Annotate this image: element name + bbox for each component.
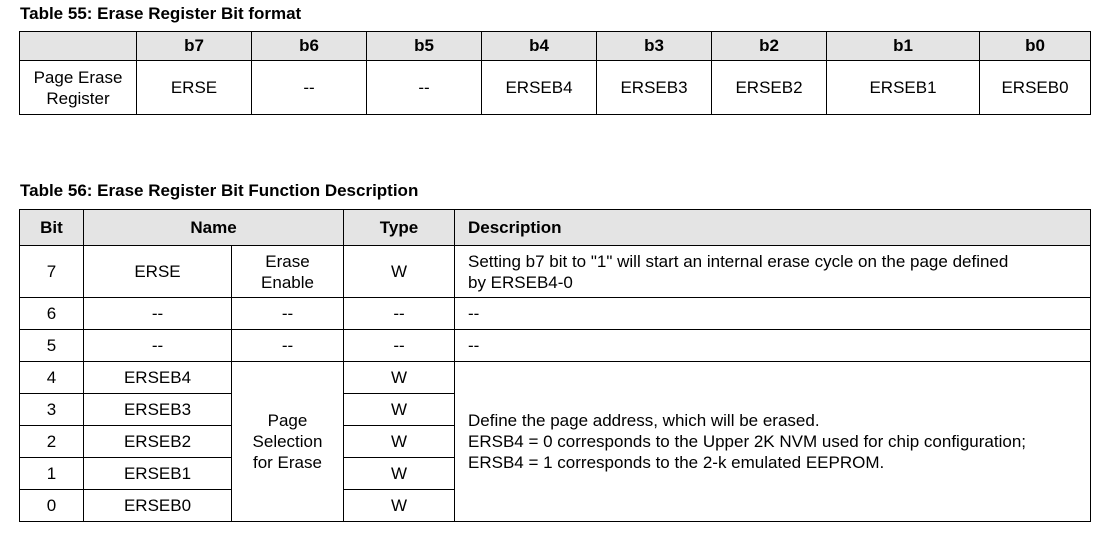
name-cell: ERSEB0 [84, 490, 232, 522]
header-b7: b7 [137, 32, 252, 61]
table-row [20, 330, 1091, 362]
cell-b6: -- [252, 61, 367, 115]
type-cell: W [344, 362, 455, 394]
bit-cell: 7 [20, 246, 84, 298]
bit-cell: 0 [20, 490, 84, 522]
header-b6: b6 [252, 32, 367, 61]
header-b1: b1 [827, 32, 980, 61]
corner-cell [20, 32, 137, 61]
cell-b2: ERSEB2 [712, 61, 827, 115]
table-row [20, 61, 1091, 115]
cell-b4: ERSEB4 [482, 61, 597, 115]
description-line: ERSB4 = 0 corresponds to the Upper 2K NVM used for chip configuration; [468, 432, 1026, 451]
table-56-caption: Table 56: Erase Register Bit Function Description [20, 181, 419, 200]
subname-line: Erase [265, 251, 310, 271]
description-cell: -- [455, 330, 1091, 362]
table-header-row [20, 32, 1091, 61]
name-cell: ERSEB2 [84, 426, 232, 458]
subname-line: Enable [261, 272, 314, 292]
name-cell: ERSE [84, 246, 232, 298]
type-cell: -- [344, 330, 455, 362]
cell-b7: ERSE [137, 61, 252, 115]
cell-b3: ERSEB3 [597, 61, 712, 115]
description-line: ERSB4 = 1 corresponds to the 2-k emulated EEPROM. [468, 453, 885, 472]
page-selection-description-cell [455, 362, 1091, 522]
type-cell: W [344, 490, 455, 522]
group-subname-line: Page [267, 411, 308, 430]
name-cell: ERSEB3 [84, 394, 232, 426]
table-row [20, 246, 1091, 298]
erase-register-bit-format-table [19, 31, 1091, 115]
header-b4: b4 [482, 32, 597, 61]
table-header-row [20, 210, 1091, 246]
row-label-page-erase-register [20, 61, 137, 115]
description-line: Setting b7 bit to "1" will start an internal erase cycle on the page defined [468, 251, 1009, 271]
table-55-caption: Table 55: Erase Register Bit format [20, 4, 302, 23]
bit-cell: 3 [20, 394, 84, 426]
bit-cell: 4 [20, 362, 84, 394]
name-cell: -- [84, 330, 232, 362]
type-cell: W [344, 458, 455, 490]
name-cell: ERSEB1 [84, 458, 232, 490]
header-b5: b5 [367, 32, 482, 61]
header-name: Name [84, 210, 344, 246]
header-bit: Bit [20, 210, 84, 246]
description-line: Define the page address, which will be erased. [468, 411, 820, 430]
bit-cell: 2 [20, 426, 84, 458]
header-description: Description [455, 210, 1091, 246]
page-selection-group-cell [232, 362, 344, 522]
header-b0: b0 [980, 32, 1091, 61]
description-line: by ERSEB4-0 [468, 272, 573, 292]
subname-cell [232, 246, 344, 298]
subname-cell: -- [232, 298, 344, 330]
bit-cell: 5 [20, 330, 84, 362]
group-subname-line: for Erase [253, 453, 322, 472]
type-cell: W [344, 426, 455, 458]
header-b2: b2 [712, 32, 827, 61]
name-cell: -- [84, 298, 232, 330]
erase-register-bit-function-table [19, 209, 1091, 522]
type-cell: W [344, 394, 455, 426]
description-cell [455, 246, 1091, 298]
table-row [20, 362, 1091, 394]
name-cell: ERSEB4 [84, 362, 232, 394]
row-label-line: Register [46, 88, 110, 108]
table-row [20, 298, 1091, 330]
cell-b5: -- [367, 61, 482, 115]
row-label-line: Page Erase [33, 67, 123, 87]
cell-b1: ERSEB1 [827, 61, 980, 115]
description-cell: -- [455, 298, 1091, 330]
type-cell: W [344, 246, 455, 298]
header-type: Type [344, 210, 455, 246]
bit-cell: 1 [20, 458, 84, 490]
bit-cell: 6 [20, 298, 84, 330]
group-subname-line: Selection [252, 432, 323, 451]
header-b3: b3 [597, 32, 712, 61]
cell-b0: ERSEB0 [980, 61, 1091, 115]
type-cell: -- [344, 298, 455, 330]
subname-cell: -- [232, 330, 344, 362]
